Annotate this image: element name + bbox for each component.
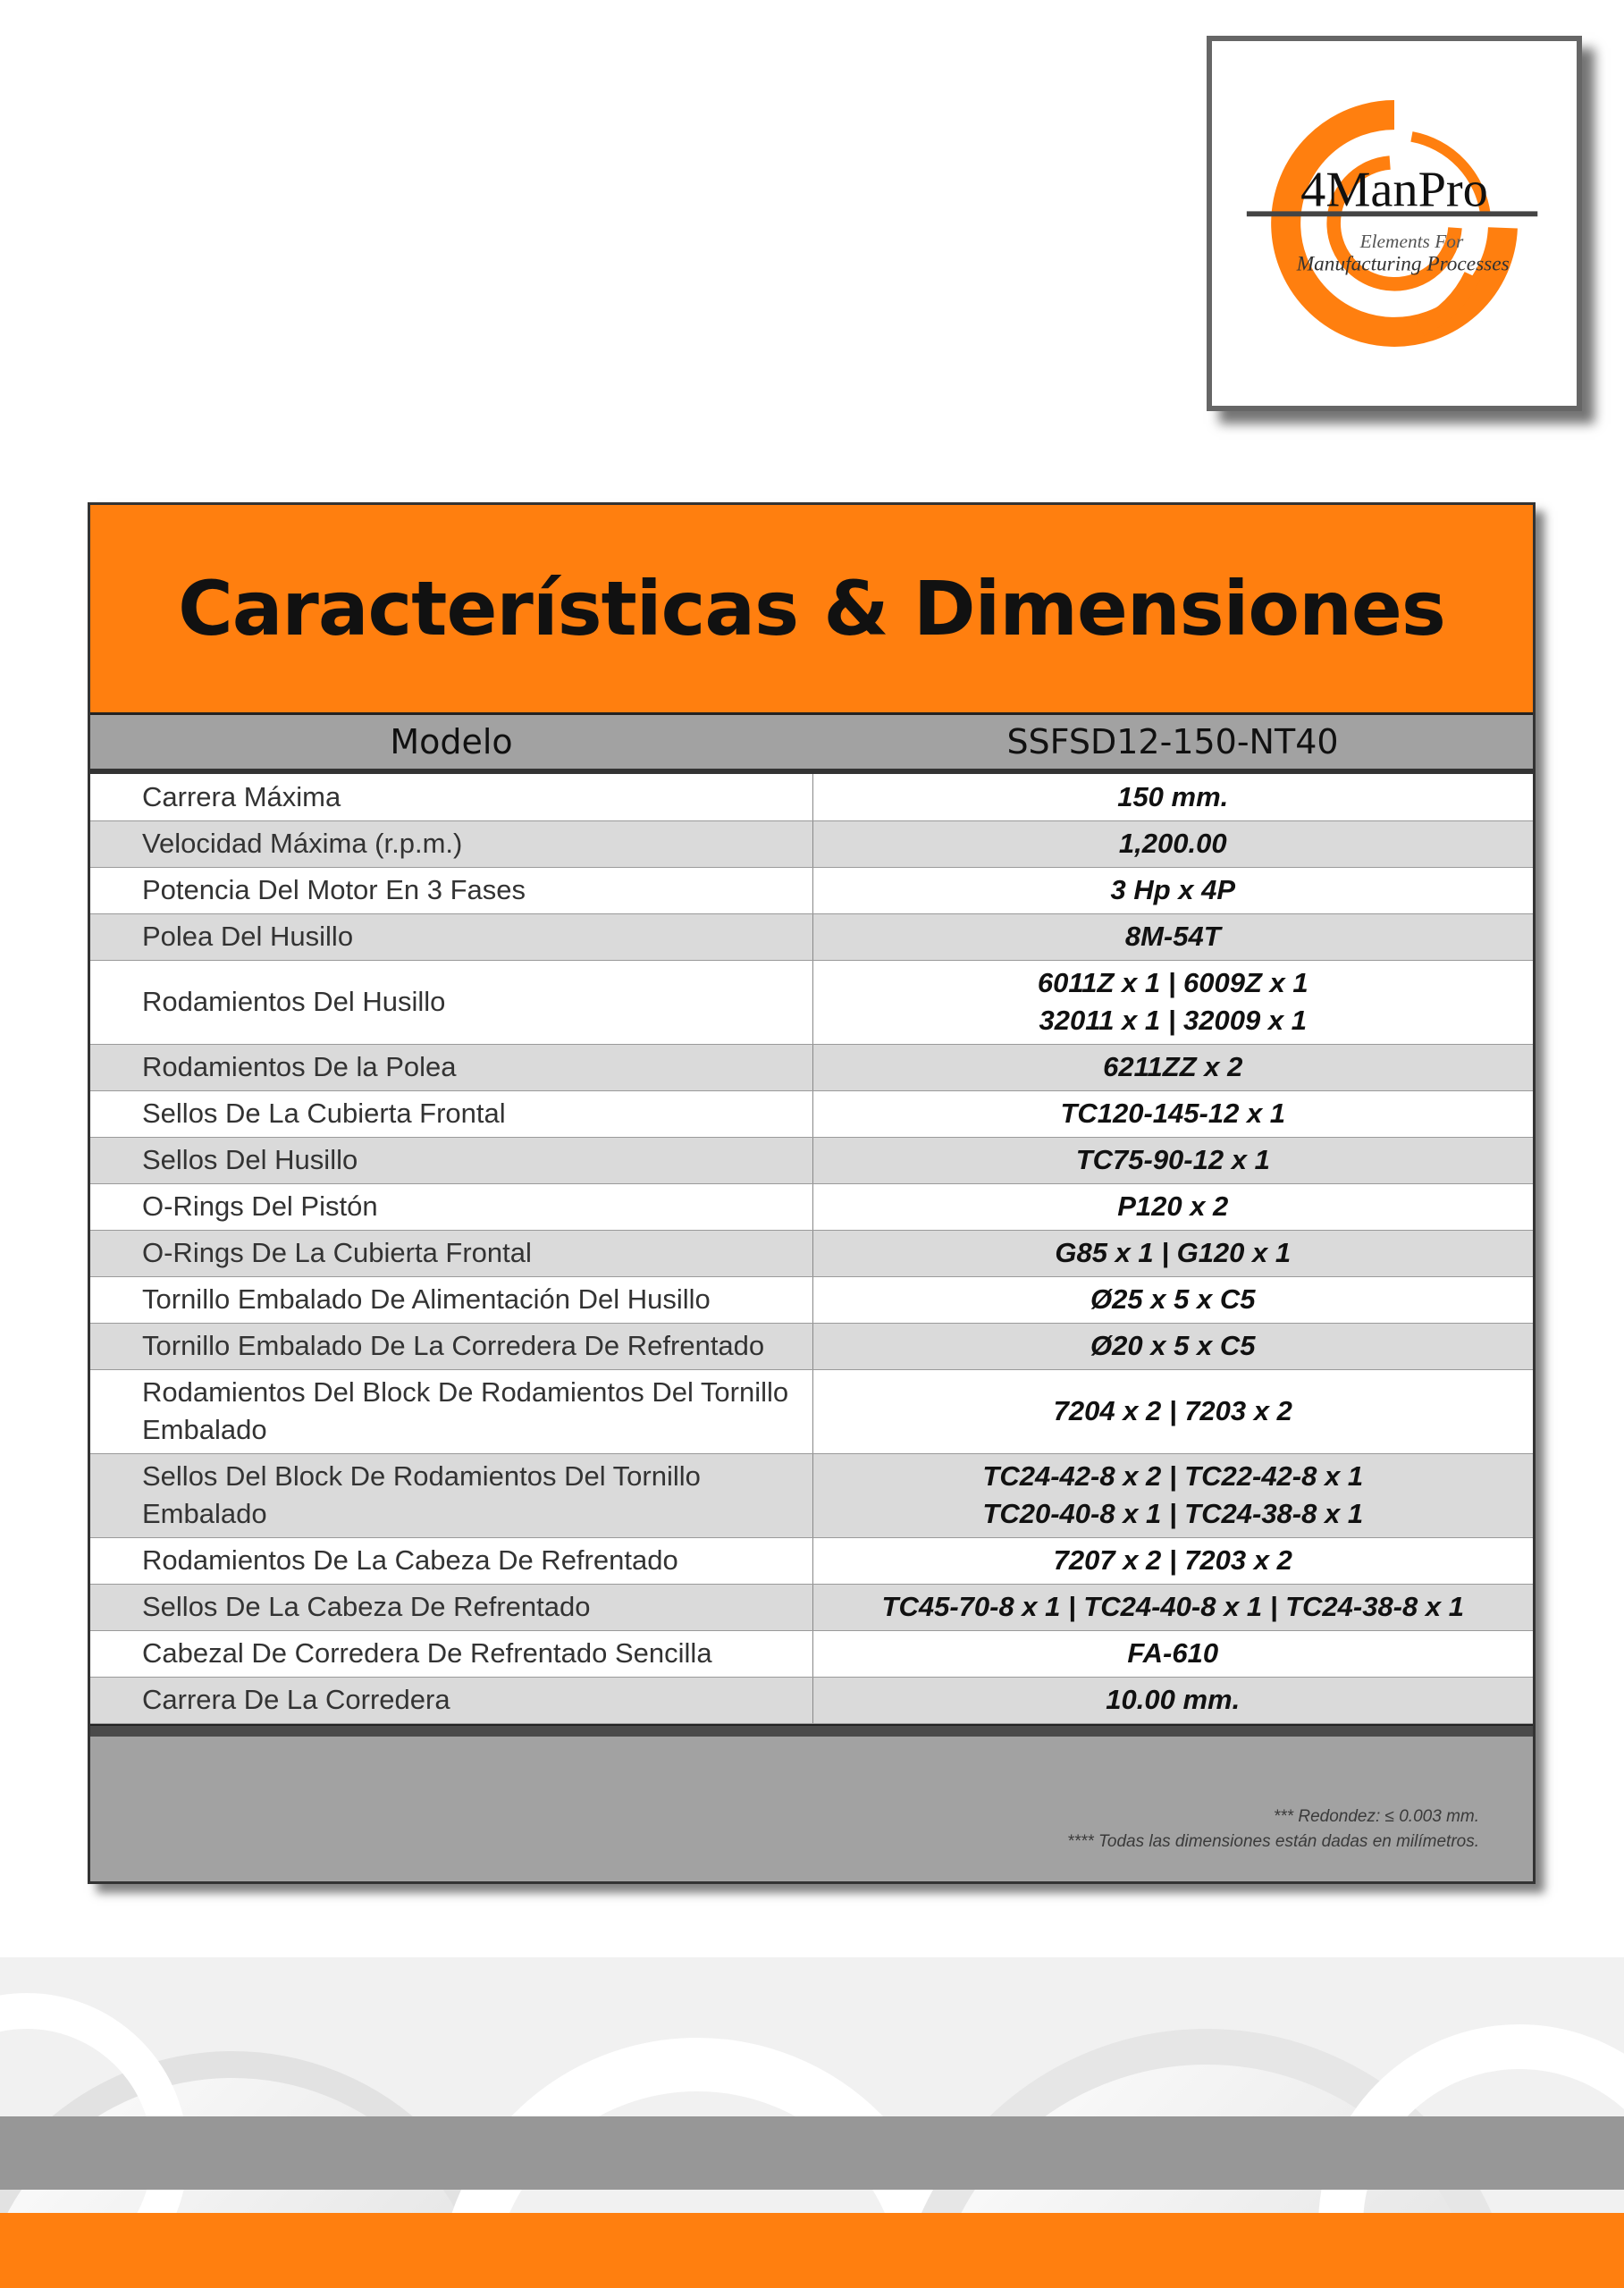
table-row [90, 1137, 1533, 1183]
table-row [90, 1323, 1533, 1369]
table-row [90, 1537, 1533, 1584]
spec-value: 150 mm. [812, 774, 1533, 820]
spec-label: Sellos De La Cubierta Frontal [90, 1090, 812, 1137]
table-row [90, 1584, 1533, 1630]
logo-tagline-1: Elements For [1359, 231, 1464, 253]
spec-label: Potencia Del Motor En 3 Fases [90, 867, 812, 913]
spec-label: Cabezal De Corredera De Refrentado Sencilla [90, 1630, 812, 1677]
logo-ring-outer [1286, 115, 1503, 332]
model-value: SSFSD12-150-NT40 [1006, 722, 1339, 761]
table-row [90, 820, 1533, 867]
table-row [90, 960, 1533, 1044]
spec-value: 10.00 mm. [812, 1677, 1533, 1723]
spec-label: Sellos De La Cabeza De Refrentado [90, 1584, 812, 1630]
spec-label: Polea Del Husillo [90, 913, 812, 960]
table-row [90, 1276, 1533, 1323]
spec-value: G85 x 1 | G120 x 1 [812, 1230, 1533, 1276]
spec-value: 8M-54T [812, 913, 1533, 960]
spec-label-line: Sellos Del Block De Rodamientos Del Tornillo [142, 1460, 701, 1493]
spec-value: P120 x 2 [812, 1183, 1533, 1230]
spec-label: Rodamientos Del Husillo [90, 960, 812, 1044]
table-row [90, 1369, 1533, 1453]
spec-value: 7204 x 2 | 7203 x 2 [812, 1369, 1533, 1453]
spec-value: 3 Hp x 4P [812, 867, 1533, 913]
spec-label: Rodamientos De la Polea [90, 1044, 812, 1090]
table-row [90, 1230, 1533, 1276]
logo-box [1207, 36, 1582, 411]
spec-value: TC45-70-8 x 1 | TC24-40-8 x 1 | TC24-38-8 x 1 [812, 1584, 1533, 1630]
table-row [90, 1090, 1533, 1137]
table-row [90, 1044, 1533, 1090]
card-header [90, 505, 1533, 715]
table-row [90, 1183, 1533, 1230]
spec-label [90, 1453, 812, 1537]
table-row [90, 913, 1533, 960]
spec-value-line: TC24-42-8 x 2 | TC22-42-8 x 1 [982, 1460, 1364, 1493]
logo-brand-text: 4ManPro [1300, 162, 1488, 218]
spec-value-line: TC20-40-8 x 1 | TC24-38-8 x 1 [982, 1498, 1364, 1529]
spec-label-line: Embalado [142, 1498, 267, 1529]
table-row [90, 1630, 1533, 1677]
spec-value: 7207 x 2 | 7203 x 2 [812, 1537, 1533, 1584]
table-row [90, 1453, 1533, 1537]
spec-table [90, 774, 1533, 1724]
footnote-units: **** Todas las dimensiones están dadas en milímetros. [1067, 1831, 1479, 1851]
spec-value: TC75-90-12 x 1 [812, 1137, 1533, 1183]
page-title: Características & Dimensiones [178, 565, 1445, 652]
card-footer [90, 1737, 1533, 1867]
spec-value: 6211ZZ x 2 [812, 1044, 1533, 1090]
table-row [90, 774, 1533, 820]
table-row [90, 1677, 1533, 1723]
spec-label: O-Rings Del Pistón [90, 1183, 812, 1230]
model-label: Modelo [390, 722, 513, 761]
spec-label: Rodamientos De La Cabeza De Refrentado [90, 1537, 812, 1584]
spec-value-line: 32011 x 1 | 32009 x 1 [1039, 1005, 1307, 1036]
spec-label-line: Embalado [142, 1414, 267, 1445]
spec-label: O-Rings De La Cubierta Frontal [90, 1230, 812, 1276]
footnote-roundness: *** Redondez: ≤ 0.003 mm. [1273, 1807, 1479, 1827]
logo-tagline-2: Manufacturing Processes [1296, 252, 1510, 276]
spec-label: Tornillo Embalado De La Corredera De Refrentado [90, 1323, 812, 1369]
spec-value [812, 960, 1533, 1044]
model-row [90, 715, 1533, 774]
spec-value [812, 1453, 1533, 1537]
spec-value: 1,200.00 [812, 820, 1533, 867]
table-bottom-rule [90, 1724, 1533, 1737]
brand-logo [1212, 41, 1577, 406]
footer-orange-band [0, 2213, 1624, 2288]
spec-value-line: 6011Z x 1 | 6009Z x 1 [1037, 967, 1308, 999]
spec-label: Carrera Máxima [90, 774, 812, 820]
spec-label: Tornillo Embalado De Alimentación Del Husillo [90, 1276, 812, 1323]
spec-label: Sellos Del Husillo [90, 1137, 812, 1183]
spec-card [88, 502, 1536, 1884]
spec-value: TC120-145-12 x 1 [812, 1090, 1533, 1137]
spec-label-line: Rodamientos Del Block De Rodamientos Del Tornillo [142, 1376, 789, 1409]
spec-label: Carrera De La Corredera [90, 1677, 812, 1723]
spec-value: Ø20 x 5 x C5 [812, 1323, 1533, 1369]
spec-label: Velocidad Máxima (r.p.m.) [90, 820, 812, 867]
spec-value: Ø25 x 5 x C5 [812, 1276, 1533, 1323]
table-row [90, 867, 1533, 913]
footnotes [1067, 1804, 1479, 1854]
spec-label [90, 1369, 812, 1453]
spec-value: FA-610 [812, 1630, 1533, 1677]
footer-gray-band [0, 2116, 1624, 2190]
